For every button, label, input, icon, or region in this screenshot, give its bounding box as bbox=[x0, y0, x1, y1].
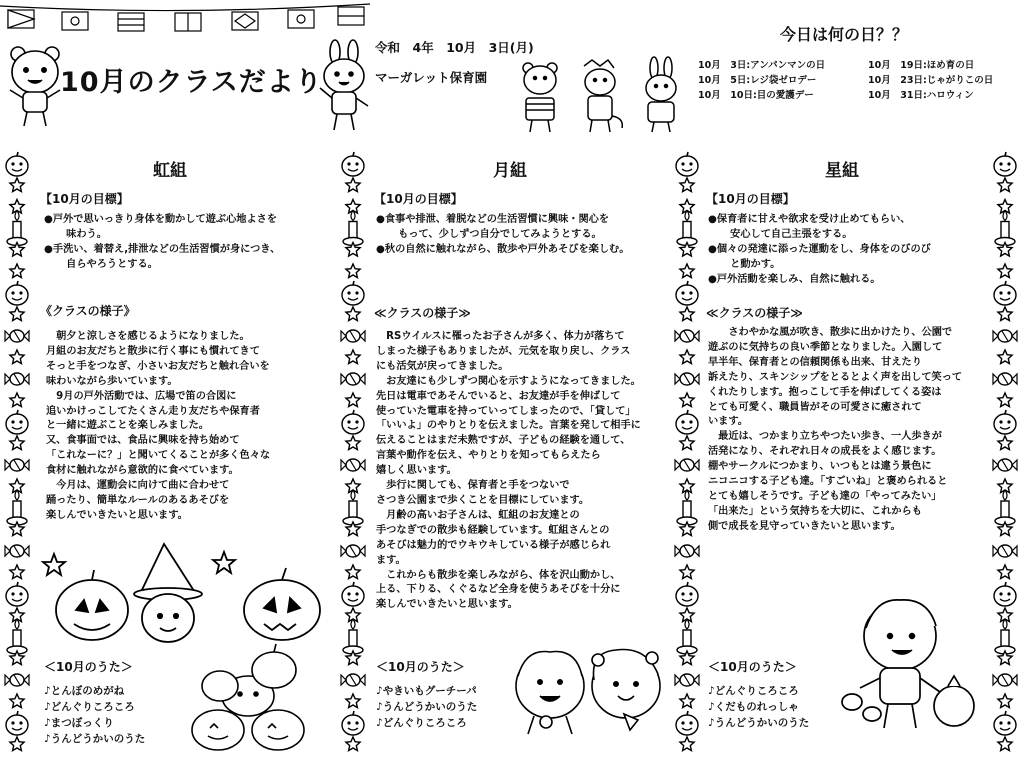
pumpkin-icon bbox=[676, 410, 698, 434]
pumpkin-icon bbox=[342, 152, 364, 176]
candle-icon bbox=[7, 490, 27, 525]
candy-icon bbox=[993, 373, 1017, 385]
song-item: ♪とんぼのめがね bbox=[44, 685, 125, 697]
candy-icon bbox=[5, 373, 29, 385]
today-item: 10月 3日:アンパンマンの日 bbox=[698, 60, 826, 71]
candy-icon bbox=[341, 459, 365, 471]
song-item: ♪うんどうかいのうた bbox=[44, 733, 146, 745]
song-title: ＜10月のうた＞ bbox=[44, 660, 133, 674]
star-icon bbox=[680, 307, 694, 321]
class-state-text: さわやかな風が吹き、散歩に出かけたり、公園で 遊ぶのに気持ちの良い季節となりました。入園して 早半年、保育者との信頼関係も出来、甘えたり 訴えたり、スキンシップをとるとよく声を出して笑って くれたりします。抱っこして手を伸ばしてくる姿は とても可愛く、職員皆がその可愛さに癒されて います。 最近は、つかまり立ちやつたい歩き、一人歩きが 活発になり、それぞれ日々の成長をよく感じます。 棚やサークルにつかまり、いつもとは違う景色に ニコニコする子ども達。「すごいね」と褒められると とても嬉しそうです。子ども達の「やってみたい」 「出来た」という気持ちを大切に、これからも 側で成長を見守っていきたいと思います。 bbox=[708, 327, 963, 532]
pumpkin-icon bbox=[6, 281, 28, 305]
goal-item: ●秋の自然に触れながら、散歩や戸外あそびを楽しむ。 bbox=[376, 243, 630, 255]
candle-icon bbox=[677, 211, 697, 246]
pumpkin-icon bbox=[994, 281, 1016, 305]
today-list bbox=[698, 58, 1018, 103]
halloween-border-left bbox=[4, 150, 26, 770]
star-icon bbox=[346, 565, 360, 579]
song-item: ♪どんぐりころころ bbox=[44, 701, 135, 713]
candle-icon bbox=[343, 490, 363, 525]
goal-item: ●食事や排泄、着脱などの生活習慣に興味・関心を もって、少しずつ自分でしてみようとする。 bbox=[376, 214, 610, 240]
halloween-border-right bbox=[992, 150, 1014, 770]
goals-title: 【10月の目標】 bbox=[706, 192, 795, 206]
pumpkin-icon bbox=[994, 711, 1016, 735]
candy-icon bbox=[675, 459, 699, 471]
pumpkin-icon bbox=[6, 152, 28, 176]
class-state-title: ≪クラスの様子≫ bbox=[706, 306, 803, 320]
page-title: 10月のクラスだより bbox=[60, 67, 323, 98]
pumpkin-icon bbox=[342, 582, 364, 606]
halloween-border-2 bbox=[674, 150, 696, 770]
star-icon bbox=[346, 393, 360, 407]
candy-icon bbox=[993, 674, 1017, 686]
today-item: 10月 5日:レジ袋ゼロデー bbox=[698, 75, 817, 86]
star-icon bbox=[680, 436, 694, 450]
class-state-title: 《クラスの様子》 bbox=[40, 304, 136, 318]
today-item: 10月 31日:ハロウィン bbox=[868, 90, 974, 101]
goal-item: ●手洗い、着替え,排泄などの生活習慣が身につき、 自らやろうとする。 bbox=[44, 243, 281, 270]
class-state-text: 朝夕と涼しさを感じるようになりました。 月組のお友だちと散歩に行く事にも慣れてきて そっと手をつなぎ、小さいお友だちと触れ合いを 味わいながら歩いています。 9月の戸外活動では、広場で笛の合図に 追いかけっこしてたくさん走り友だちや保育者 と一緒に遊ぶことを楽しみました。 又、食事面では、食品に興味を持ち始めて 「これなーに？」と聞いてくることが多く色々な 食材に触れながら意欲的に食べています。 今月は、運動会に向けて曲に合わせて 踊ったり、簡単なルールのあるあそびを 楽しんでいきたいと思います。 bbox=[46, 331, 271, 521]
star-icon bbox=[998, 694, 1012, 708]
star-icon bbox=[998, 350, 1012, 364]
candy-icon bbox=[5, 459, 29, 471]
pumpkin-icon bbox=[676, 152, 698, 176]
candle-icon bbox=[7, 211, 27, 246]
star-icon bbox=[998, 737, 1012, 751]
star-icon bbox=[998, 436, 1012, 450]
song-list bbox=[708, 683, 809, 731]
pumpkin-icon bbox=[994, 152, 1016, 176]
goals-list bbox=[708, 213, 988, 288]
candle-icon bbox=[343, 619, 363, 654]
pumpkin-witch-illustration bbox=[44, 540, 334, 650]
song-item: ♪まつぼっくり bbox=[44, 717, 114, 729]
song-item: ♪うんどうかいのうた bbox=[376, 701, 478, 713]
bear-child-illustration bbox=[6, 40, 64, 128]
children-eating-illustration bbox=[506, 640, 672, 736]
star-icon bbox=[346, 350, 360, 364]
star-icon bbox=[10, 178, 24, 192]
candle-icon bbox=[7, 619, 27, 654]
pumpkin-icon bbox=[6, 711, 28, 735]
star-icon bbox=[346, 436, 360, 450]
candy-icon bbox=[341, 545, 365, 557]
candle-icon bbox=[995, 490, 1015, 525]
star-icon bbox=[680, 264, 694, 278]
star-icon bbox=[346, 264, 360, 278]
star-icon bbox=[998, 264, 1012, 278]
class-state-text: RSウイルスに罹ったお子さんが多く、体力が落ちて しまった様子もありましたが、元気を取り戻し、クラス にも活気が戻ってきました。 お友達にも少しずつ関心を示すようになってきました。 先日は電車であそんでいると、お友達が手を伸ばして 使っていた電車を持っていってしまったので、「貸して」 「いいよ」のやりとりを伝えました。言葉を発して相手に 伝えることはまだ未熟ですが、子どもの経験を通して、 言葉や動作を伝え、やりとりを知ってもらえたら 嬉しく思います。 歩行に関しても、保育者と手をつないで さつき公園まで歩くことを目標にしています。 月齢の高いお子さんは、虹組のお友達との 手つなぎでの散歩も経験しています。虹組さんとの あそびは魅力的でウキウキしている様子が感じられ ます。 これからも散歩を楽しみながら、体を沢山動かし、 上る、下りる、くぐるなど全身を使うあそびを十分に 楽しんでいきたいと思います。 bbox=[376, 331, 641, 611]
candy-icon bbox=[5, 545, 29, 557]
pumpkin-icon bbox=[994, 410, 1016, 434]
class-name-tsuki: 月組 bbox=[493, 161, 527, 181]
song-item: ♪どんぐりころころ bbox=[708, 685, 799, 697]
goal-item: ●戸外活動を楽しみ、自然に触れる。 bbox=[708, 273, 881, 285]
star-icon bbox=[998, 393, 1012, 407]
star-icon bbox=[680, 350, 694, 364]
song-item: ♪どんぐりころころ bbox=[376, 717, 467, 729]
rabbit-child-illustration bbox=[318, 40, 370, 132]
star-icon bbox=[10, 393, 24, 407]
star-icon bbox=[346, 737, 360, 751]
today-title: 今日は何の日？？ bbox=[780, 25, 909, 44]
star-icon bbox=[680, 393, 694, 407]
song-list bbox=[376, 683, 477, 731]
pumpkin-icon bbox=[342, 281, 364, 305]
nursery-name: マーガレット保育園 bbox=[375, 70, 488, 85]
candy-icon bbox=[341, 373, 365, 385]
today-item: 10月 19日:ほめ育の日 bbox=[868, 60, 975, 71]
candle-icon bbox=[995, 211, 1015, 246]
song-item: ♪くだものれっしゃ bbox=[708, 701, 799, 713]
star-icon bbox=[998, 307, 1012, 321]
star-icon bbox=[10, 737, 24, 751]
pumpkin-pile-illustration bbox=[188, 640, 308, 752]
goals-list bbox=[376, 213, 676, 258]
candy-icon bbox=[993, 545, 1017, 557]
goals-title: 【10月の目標】 bbox=[374, 192, 463, 206]
star-icon bbox=[680, 565, 694, 579]
song-item: ♪やきいもグーチーパ bbox=[376, 685, 477, 697]
candy-icon bbox=[341, 330, 365, 342]
goals-list bbox=[44, 213, 340, 273]
goal-item: ●戸外で思いっきり身体を動かして遊ぶ心地よさを 味わう。 bbox=[44, 214, 278, 240]
candy-icon bbox=[675, 674, 699, 686]
candy-icon bbox=[675, 330, 699, 342]
song-list bbox=[44, 683, 145, 747]
star-icon bbox=[998, 178, 1012, 192]
star-icon bbox=[346, 307, 360, 321]
star-icon bbox=[680, 737, 694, 751]
flag-garland bbox=[0, 0, 370, 40]
issue-date: 令和 4年 10月 3日(月) bbox=[375, 40, 534, 55]
class-name-niji: 虹組 bbox=[153, 161, 187, 181]
star-icon bbox=[680, 694, 694, 708]
today-item: 10月 23日:じゃがりこの日 bbox=[868, 75, 994, 86]
pumpkin-icon bbox=[676, 582, 698, 606]
star-icon bbox=[10, 565, 24, 579]
candy-icon bbox=[993, 459, 1017, 471]
star-icon bbox=[10, 436, 24, 450]
pumpkin-icon bbox=[342, 410, 364, 434]
candy-icon bbox=[993, 330, 1017, 342]
star-icon bbox=[10, 350, 24, 364]
star-icon bbox=[10, 694, 24, 708]
toddler-with-bag-illustration bbox=[836, 588, 986, 738]
star-icon bbox=[346, 178, 360, 192]
pumpkin-icon bbox=[6, 410, 28, 434]
goal-item: ●個々の発達に添った運動をし、身体をのびのび と動かす。 bbox=[708, 243, 931, 270]
song-item: ♪うんどうかいのうた bbox=[708, 717, 810, 729]
candle-icon bbox=[677, 619, 697, 654]
goals-title: 【10月の目標】 bbox=[40, 192, 129, 206]
candle-icon bbox=[995, 619, 1015, 654]
star-icon bbox=[998, 565, 1012, 579]
pumpkin-icon bbox=[6, 582, 28, 606]
candy-icon bbox=[675, 545, 699, 557]
class-name-hoshi: 星組 bbox=[825, 161, 859, 181]
animal-trio-illustration bbox=[518, 58, 690, 134]
candy-icon bbox=[341, 674, 365, 686]
song-title: ＜10月のうた＞ bbox=[376, 660, 465, 674]
pumpkin-icon bbox=[676, 281, 698, 305]
star-icon bbox=[680, 178, 694, 192]
star-icon bbox=[10, 264, 24, 278]
pumpkin-icon bbox=[994, 582, 1016, 606]
class-state-title: ≪クラスの様子≫ bbox=[374, 306, 471, 320]
halloween-border-1 bbox=[340, 150, 362, 770]
song-title: ＜10月のうた＞ bbox=[708, 660, 797, 674]
candle-icon bbox=[343, 211, 363, 246]
goal-item: ●保育者に甘えや欲求を受け止めてもらい、 安心して自己主張をする。 bbox=[708, 214, 911, 240]
candy-icon bbox=[5, 330, 29, 342]
pumpkin-icon bbox=[676, 711, 698, 735]
candy-icon bbox=[5, 674, 29, 686]
today-item: 10月 10日:目の愛護デー bbox=[698, 90, 814, 101]
pumpkin-icon bbox=[342, 711, 364, 735]
star-icon bbox=[346, 694, 360, 708]
star-icon bbox=[10, 307, 24, 321]
candle-icon bbox=[677, 490, 697, 525]
candy-icon bbox=[675, 373, 699, 385]
